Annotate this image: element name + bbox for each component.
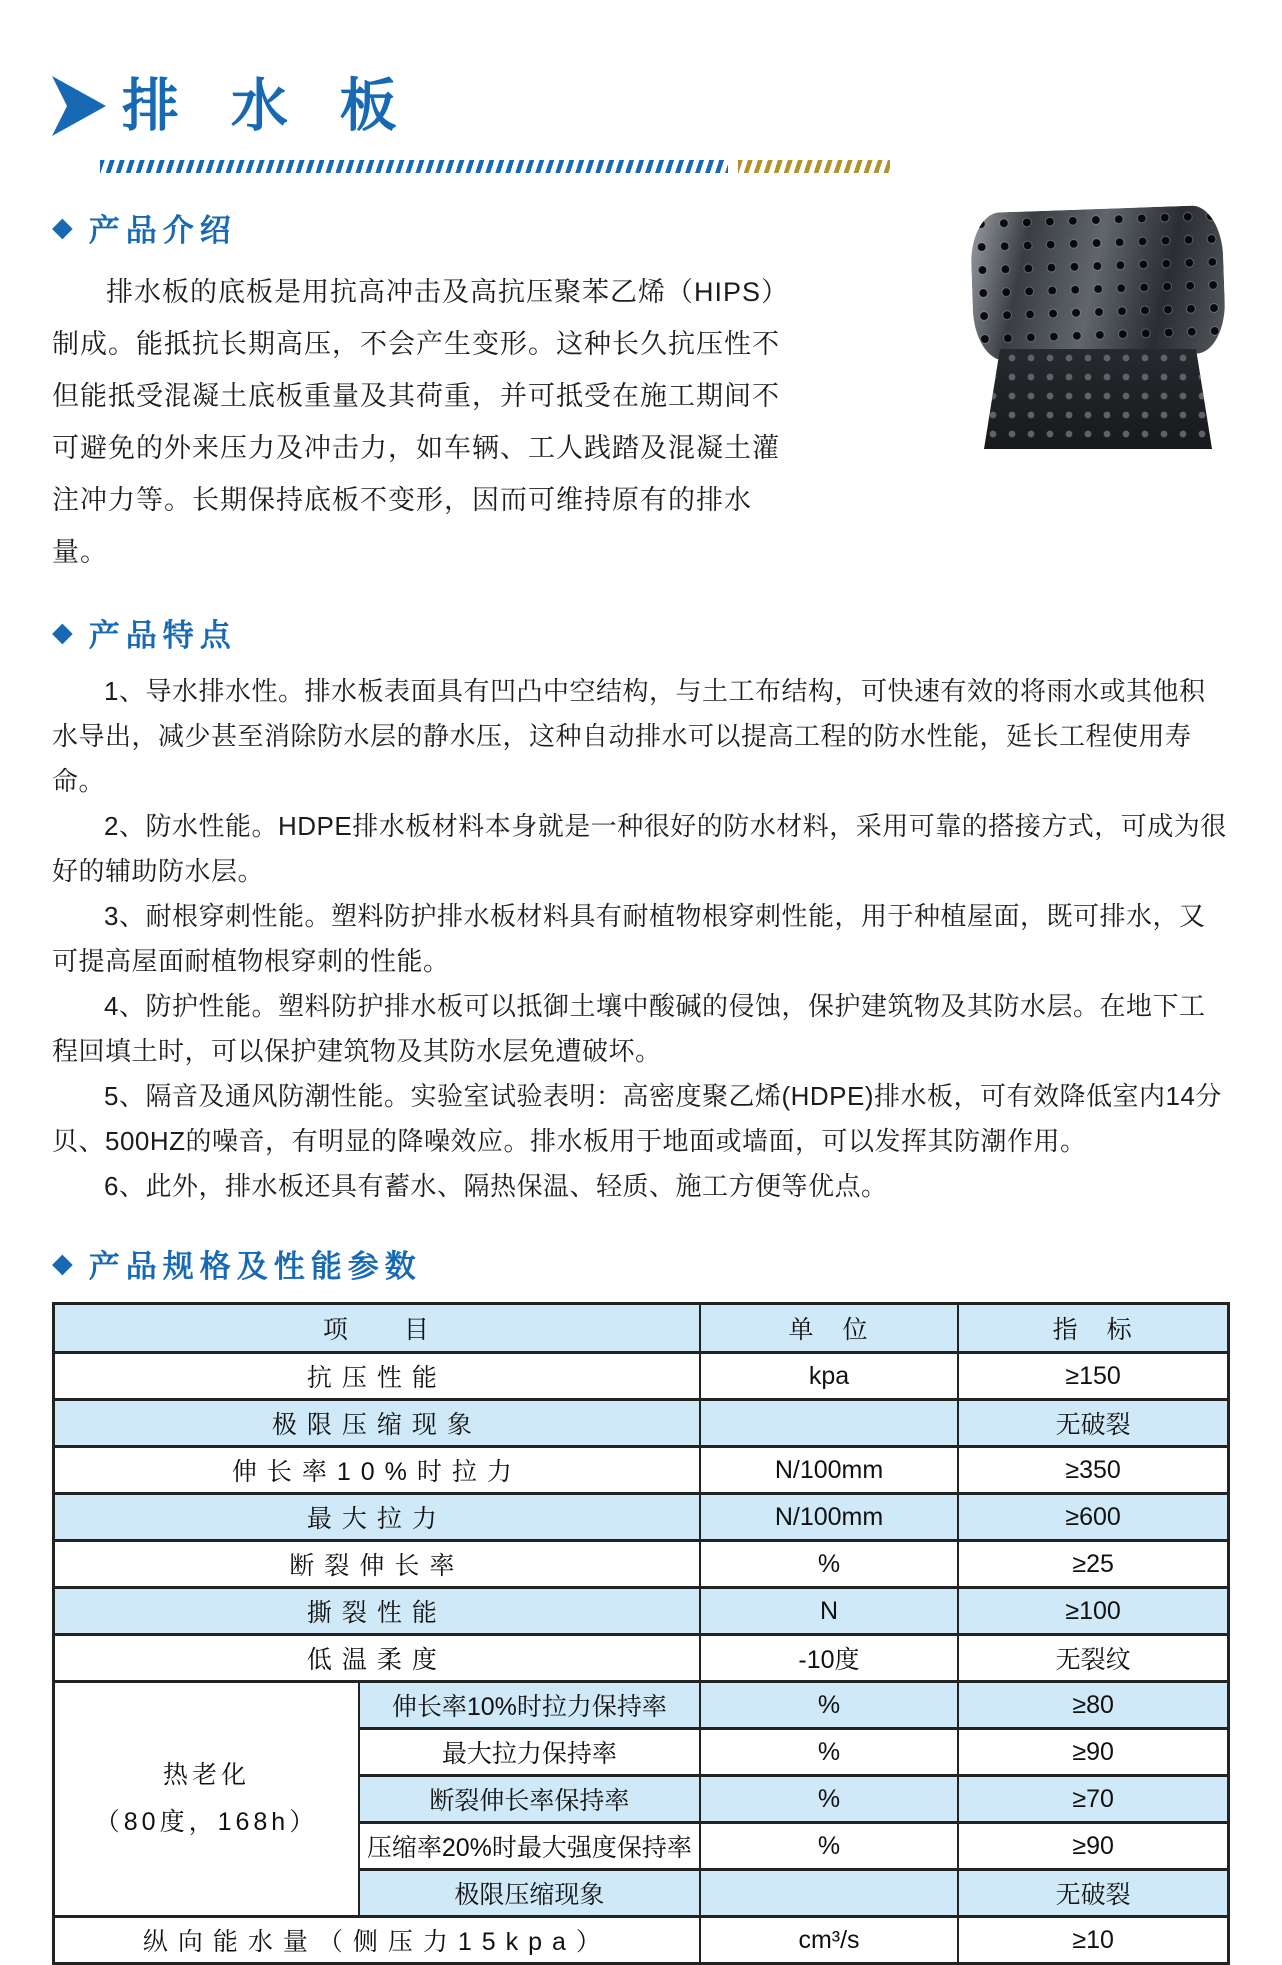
hatched-divider-blue (100, 160, 728, 173)
row-item: 抗压性能 (54, 1353, 700, 1400)
row-unit: % (700, 1776, 959, 1823)
row-value: ≥10 (958, 1917, 1228, 1964)
row-unit: N/100mm (700, 1494, 959, 1541)
features-heading-row (52, 610, 1230, 655)
feature-item: 3、耐根穿刺性能。塑料防护排水板材料具有耐植物根穿刺性能，用于种植屋面，既可排水，又可提高屋面耐植物根穿刺的性能。 (52, 901, 1206, 976)
row-unit: % (700, 1682, 959, 1729)
table-row (54, 1447, 1229, 1494)
row-unit (700, 1870, 959, 1917)
row-unit: -10度 (700, 1635, 959, 1682)
row-unit: N/100mm (700, 1447, 959, 1494)
feature-item: 1、导水排水性。排水板表面具有凹凸中空结构，与土工布结构，可快速有效的将雨水或其他积水导出，减少甚至消除防水层的静水压，这种自动排水可以提高工程的防水性能，延长工程使用寿命。 (52, 676, 1206, 796)
row-item: 撕裂性能 (54, 1588, 700, 1635)
row-unit: kpa (700, 1353, 959, 1400)
row-item: 极限压缩现象 (359, 1870, 700, 1917)
row-item: 伸长率10%时拉力保持率 (359, 1682, 700, 1729)
group-label-line1: 热老化 (162, 1760, 250, 1789)
row-unit: % (700, 1541, 959, 1588)
row-item: 压缩率20%时最大强度保持率 (359, 1823, 700, 1870)
row-item: 低温柔度 (54, 1635, 700, 1682)
header-value: 指 标 (958, 1304, 1228, 1353)
diamond-icon: ◆ (52, 1248, 73, 1278)
table-row (54, 1917, 1229, 1964)
row-value: ≥600 (958, 1494, 1228, 1541)
row-unit (700, 1400, 959, 1447)
row-value: ≥90 (958, 1823, 1228, 1870)
table-row (54, 1400, 1229, 1447)
row-value: ≥25 (958, 1541, 1228, 1588)
hatched-divider-gold (738, 160, 890, 173)
row-value: 无破裂 (958, 1870, 1228, 1917)
table-row (54, 1635, 1229, 1682)
row-value: ≥90 (958, 1729, 1228, 1776)
row-unit: % (700, 1823, 959, 1870)
row-value: ≥100 (958, 1588, 1228, 1635)
row-item: 断裂伸长率 (54, 1541, 700, 1588)
intro-heading: 产品介绍 (88, 213, 237, 248)
header-unit: 单 位 (700, 1304, 959, 1353)
row-value: 无裂纹 (958, 1635, 1228, 1682)
table-row (54, 1541, 1229, 1588)
feature-item: 2、防水性能。HDPE排水板材料本身就是一种很好的防水材料，采用可靠的搭接方式，可成为很好的辅助防水层。 (52, 811, 1227, 886)
row-value: 无破裂 (958, 1400, 1228, 1447)
row-item: 最大拉力 (54, 1494, 700, 1541)
section-specs (52, 1241, 1230, 1965)
section-intro (52, 205, 1230, 578)
row-item: 最大拉力保持率 (359, 1729, 700, 1776)
table-header-row (54, 1304, 1229, 1353)
table-row-group (54, 1682, 1229, 1729)
row-value: ≥150 (958, 1353, 1228, 1400)
row-value: ≥80 (958, 1682, 1228, 1729)
hatched-divider (100, 160, 1230, 173)
section-features (52, 610, 1230, 1209)
row-unit: % (700, 1729, 959, 1776)
features-heading: 产品特点 (88, 618, 237, 653)
row-item: 极限压缩现象 (54, 1400, 700, 1447)
arrow-right-icon (52, 76, 106, 136)
row-value: ≥350 (958, 1447, 1228, 1494)
page-title: 排 水 板 (122, 73, 415, 138)
feature-item: 5、隔音及通风防潮性能。实验室试验表明：高密度聚乙烯(HDPE)排水板，可有效降低室内14分贝、500HZ的噪音，有明显的降噪效应。排水板用于地面或墙面，可以发挥其防潮作用。 (52, 1081, 1222, 1156)
table-row (54, 1353, 1229, 1400)
row-item: 断裂伸长率保持率 (359, 1776, 700, 1823)
page-title-row (52, 0, 1230, 136)
row-unit: N (700, 1588, 959, 1635)
specs-heading: 产品规格及性能参数 (88, 1249, 422, 1284)
row-value: ≥70 (958, 1776, 1228, 1823)
features-list (52, 669, 1230, 1209)
feature-item: 4、防护性能。塑料防护排水板可以抵御土壤中酸碱的侵蚀，保护建筑物及其防水层。在地下工程回填土时，可以保护建筑物及其防水层免遭破坏。 (52, 991, 1206, 1066)
diamond-icon: ◆ (52, 212, 73, 242)
row-item: 纵向能水量（侧压力15kpa） (54, 1917, 700, 1964)
intro-paragraph: 排水板的底板是用抗高冲击及高抗压聚苯乙烯（HIPS）制成。能抵抗长期高压，不会产生变形。这种长久抗压性不但能抵受混凝土底板重量及其荷重，并可抵受在施工期间不可避免的外来压力及冲击力，如车辆、工人践踏及混凝土灌注冲力等。长期保持底板不变形，因而可维持原有的排水量。 (52, 277, 790, 567)
header-item: 项 目 (54, 1304, 700, 1353)
spec-table (52, 1302, 1230, 1965)
row-unit: cm³/s (700, 1917, 959, 1964)
product-photo (968, 209, 1228, 449)
row-item: 伸长率10%时拉力 (54, 1447, 700, 1494)
table-row (54, 1588, 1229, 1635)
drainage-board-roll-image (969, 205, 1226, 362)
specs-heading-row (52, 1241, 1230, 1286)
group-label-line2: （80度，168h） (94, 1808, 319, 1836)
group-label-cell (54, 1682, 360, 1917)
diamond-icon: ◆ (52, 617, 73, 647)
drainage-board-sheet-image (984, 349, 1212, 449)
table-row (54, 1494, 1229, 1541)
feature-item: 6、此外，排水板还具有蓄水、隔热保温、轻质、施工方便等优点。 (104, 1171, 888, 1201)
